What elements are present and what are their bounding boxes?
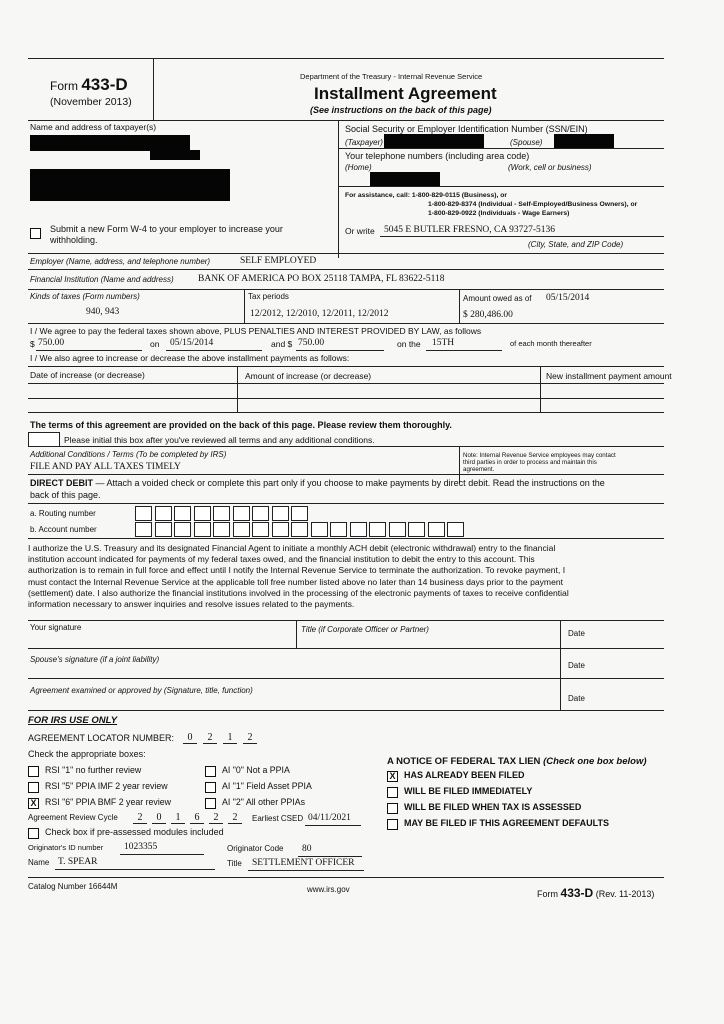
account-digit-box[interactable] <box>272 522 289 537</box>
irs-use-heading: FOR IRS USE ONLY <box>28 715 118 726</box>
first-payment-date: 05/15/2014 <box>170 338 214 348</box>
option-checkbox[interactable] <box>387 787 398 798</box>
account-digit-box[interactable] <box>233 522 250 537</box>
and-label: and $ <box>271 339 293 349</box>
account-digit-box[interactable] <box>428 522 445 537</box>
w4-checkbox[interactable] <box>30 228 41 239</box>
redacted-ssn <box>384 134 484 148</box>
assistance-line1: For assistance, call: 1-800-829-0115 (Business), or <box>345 192 508 199</box>
irs-title-value: SETTLEMENT OFFICER <box>252 858 355 868</box>
account-label: b. Account number <box>30 525 97 534</box>
authorization-line: I authorize the U.S. Treasury and its designated Financial Agent to initiate a monthly ACH debit (electronic withdrawal) entry to the financial <box>28 543 556 553</box>
originator-code-value: 80 <box>302 844 312 854</box>
account-digit-box[interactable] <box>350 522 367 537</box>
w4-text-line1: Submit a new Form W-4 to your employer to increase your <box>50 224 283 234</box>
account-digit-box[interactable] <box>369 522 386 537</box>
periods-value: 12/2012, 12/2010, 12/2011, 12/2012 <box>250 309 389 319</box>
payment-day: 15TH <box>432 338 455 348</box>
name-label: Name <box>28 858 50 867</box>
csed-value: 04/11/2021 <box>308 813 351 823</box>
amount-label: Amount owed as of <box>463 294 532 303</box>
originator-id-label: Originator's ID number <box>28 843 104 852</box>
additional-conditions-label: Additional Conditions / Terms (To be completed by IRS) <box>30 450 227 459</box>
originator-id-value: 1023355 <box>124 842 158 852</box>
col-amount-increase: Amount of increase (or decrease) <box>245 371 372 381</box>
name-address-label: Name and address of taxpayer(s) <box>30 122 157 132</box>
dollar-sign: $ <box>30 339 35 349</box>
option-checkbox[interactable]: X <box>28 798 39 809</box>
locator-label: AGREEMENT LOCATOR NUMBER: <box>28 733 175 743</box>
authorization-line: (settlement) date. I also authorize the financial institutions involved in the processing of the electronic payments of taxes to receive confidential <box>28 587 569 598</box>
spouse-ssn-label: (Spouse) <box>510 138 543 147</box>
financial-label: Financial Institution (Name and address) <box>30 275 174 284</box>
routing-digit-box[interactable] <box>135 506 152 521</box>
amount-date: 05/15/2014 <box>546 293 590 303</box>
or-write-label: Or write <box>345 226 375 236</box>
form-date: (November 2013) <box>50 96 132 108</box>
review-cycle-digit: 2 <box>209 812 223 824</box>
form-subtitle: (See instructions on the back of this page) <box>310 105 492 115</box>
date-label-2: Date <box>568 661 585 670</box>
write-address: 5045 E BUTLER FRESNO, CA 93727-5136 <box>384 225 556 235</box>
name-value: T. SPEAR <box>58 857 98 867</box>
terms-bold-text: The terms of this agreement are provided on the back of this page. Please review them thoroughly. <box>30 420 452 430</box>
routing-digit-box[interactable] <box>233 506 250 521</box>
review-cycle-digit: 6 <box>190 812 204 824</box>
initial-text: Please initial this box after you've reviewed all terms and any additional conditions. <box>64 435 375 445</box>
account-digit-box[interactable] <box>291 522 308 537</box>
routing-digit-box[interactable] <box>272 506 289 521</box>
option-label: RSI "6" PPIA BMF 2 year review <box>45 797 172 807</box>
account-digit-box[interactable] <box>311 522 328 537</box>
originator-code-label: Originator Code <box>227 844 284 853</box>
kinds-value: 940, 943 <box>86 307 120 317</box>
direct-debit-text: DIRECT DEBIT — Attach a voided check or complete this part only if you choose to make payments by direct debit. Read the instructions on the <box>30 478 605 488</box>
review-cycle-label: Agreement Review Cycle <box>28 813 118 822</box>
home-phone-label: (Home) <box>345 163 372 172</box>
assistance-line2: 1-800-829-8374 (Individual - Self-Employed/Business Owners), or <box>428 201 638 208</box>
option-checkbox[interactable] <box>387 803 398 814</box>
city-state-label: (City, State, and ZIP Code) <box>528 240 624 249</box>
account-digit-box[interactable] <box>155 522 172 537</box>
agree-text: I / We agree to pay the federal taxes shown above, PLUS PENALTIES AND INTEREST PROVIDED BY LAW, as follows <box>30 326 482 336</box>
option-label: WILL BE FILED WHEN TAX IS ASSESSED <box>404 802 582 812</box>
form-label: Form 433-D <box>50 75 128 94</box>
note-line1: Note: Internal Revenue Service employees may contact <box>463 452 616 459</box>
option-label: HAS ALREADY BEEN FILED <box>404 770 525 780</box>
increase-text: I / We also agree to increase or decrease the above installment payments as follows: <box>30 353 350 363</box>
footer-form: Form 433-D (Rev. 11-2013) <box>537 886 655 900</box>
website: www.irs.gov <box>307 885 350 894</box>
account-digit-box[interactable] <box>447 522 464 537</box>
locator-digit: 0 <box>183 732 197 744</box>
employer-value: SELF EMPLOYED <box>240 256 317 266</box>
date-label-3: Date <box>568 694 585 703</box>
account-digit-box[interactable] <box>408 522 425 537</box>
on-the-label: on the <box>397 339 421 349</box>
form-number: 433-D <box>81 75 128 94</box>
irs-title-label: Title <box>227 859 242 868</box>
option-checkbox[interactable] <box>28 766 39 777</box>
option-checkbox[interactable]: X <box>387 771 398 782</box>
redacted-address-2 <box>30 189 230 201</box>
option-checkbox[interactable] <box>28 782 39 793</box>
spouse-signature-label: Spouse's signature (if a joint liability) <box>30 655 160 664</box>
work-phone-label: (Work, cell or business) <box>508 163 592 172</box>
option-label: RSI "5" PPIA IMF 2 year review <box>45 781 168 791</box>
form-title: Installment Agreement <box>314 84 497 103</box>
redacted-address <box>30 169 230 189</box>
redacted-name-2 <box>150 150 200 160</box>
routing-digit-box[interactable] <box>174 506 191 521</box>
option-label: AI "1" Field Asset PPIA <box>222 781 312 791</box>
routing-label: a. Routing number <box>30 509 96 518</box>
account-digit-box[interactable] <box>213 522 230 537</box>
routing-digit-box[interactable] <box>291 506 308 521</box>
direct-debit-heading: DIRECT DEBIT <box>30 478 93 488</box>
account-digit-box[interactable] <box>330 522 347 537</box>
review-cycle-digit: 2 <box>133 812 147 824</box>
authorization-line: information necessary to answer inquiries and resolve issues related to the payments. <box>28 599 355 609</box>
periods-label: Tax periods <box>248 292 289 301</box>
authorization-line: must contact the Internal Revenue Service at the applicable toll free number listed above no later than 14 business days prior to the payment <box>28 576 564 587</box>
routing-digit-box[interactable] <box>194 506 211 521</box>
routing-digit-box[interactable] <box>213 506 230 521</box>
account-digit-box[interactable] <box>174 522 191 537</box>
employer-label: Employer (Name, address, and telephone number) <box>30 257 211 266</box>
amount-value: $ 280,486.00 <box>463 310 513 320</box>
ssn-label: Social Security or Employer Identification Number (SSN/EIN) <box>345 124 588 134</box>
routing-digit-box[interactable] <box>252 506 269 521</box>
option-checkbox[interactable] <box>205 798 216 809</box>
direct-debit-text-line2: back of this page. <box>30 490 101 500</box>
option-label: AI "2" All other PPIAs <box>222 797 306 807</box>
assistance-line3: 1-800-829-0922 (Individuals - Wage Earners) <box>428 210 570 217</box>
monthly-amount: 750.00 <box>298 338 325 348</box>
locator-digit: 2 <box>203 732 217 744</box>
note-line2: third parties in order to process and maintain this <box>463 459 597 466</box>
option-label: MAY BE FILED IF THIS AGREEMENT DEFAULTS <box>404 818 610 828</box>
option-checkbox[interactable] <box>387 819 398 830</box>
redacted-name <box>30 135 190 151</box>
locator-digit: 1 <box>223 732 237 744</box>
review-cycle-digit: 1 <box>171 812 185 824</box>
additional-conditions-value: FILE AND PAY ALL TAXES TIMELY <box>30 462 181 472</box>
option-checkbox[interactable] <box>205 766 216 777</box>
check-label: Check the appropriate boxes: <box>28 749 146 759</box>
account-digit-box[interactable] <box>135 522 152 537</box>
account-digit-box[interactable] <box>194 522 211 537</box>
financial-value: BANK OF AMERICA PO BOX 25118 TAMPA, FL 83622-5118 <box>198 274 445 284</box>
locator-digit: 2 <box>243 732 257 744</box>
authorization-line: institution account indicated for payments of my federal taxes owed, and the financial institution to debit the entry to this account. This <box>28 554 535 565</box>
each-month-label: of each month thereafter <box>510 339 592 348</box>
w4-text-line2: withholding. <box>50 235 98 245</box>
account-digit-box[interactable] <box>389 522 406 537</box>
option-checkbox[interactable] <box>205 782 216 793</box>
phone-label: Your telephone numbers (including area code) <box>345 151 530 161</box>
option-label: AI "0" Not a PPIA <box>222 765 290 775</box>
date-label-1: Date <box>568 629 585 638</box>
lien-heading: A NOTICE OF FEDERAL TAX LIEN (Check one box below) <box>387 756 647 767</box>
option-label: RSI "1" no further review <box>45 765 142 775</box>
redacted-phone <box>370 172 440 186</box>
preassessed-label: Check box if pre-assessed modules included <box>45 827 224 837</box>
review-cycle-digit: 0 <box>152 812 166 824</box>
initial-box[interactable] <box>28 432 60 447</box>
routing-digit-box[interactable] <box>155 506 172 521</box>
authorization-line: authorization is to remain in full force and effect until I notify the Internal Revenue Service to terminate the authorization. To revoke payment, I <box>28 565 566 576</box>
col-date-increase: Date of increase (or decrease) <box>30 370 145 380</box>
note-line3: agreement. <box>463 466 495 473</box>
csed-label: Earliest CSED <box>252 814 304 823</box>
col-new-amount: New installment payment amount <box>546 371 672 381</box>
account-digit-box[interactable] <box>252 522 269 537</box>
taxpayer-ssn-label: (Taxpayer) <box>345 138 383 147</box>
kinds-label: Kinds of taxes (Form numbers) <box>30 292 140 301</box>
preassessed-checkbox[interactable] <box>28 828 39 839</box>
department: Department of the Treasury - Internal Revenue Service <box>300 72 483 81</box>
officer-title-label: Title (if Corporate Officer or Partner) <box>301 625 429 634</box>
your-signature-label: Your signature <box>30 623 82 632</box>
review-cycle-digit: 2 <box>228 812 242 824</box>
first-payment-amount: 750.00 <box>38 338 65 348</box>
catalog-number: Catalog Number 16644M <box>28 882 118 891</box>
on-label: on <box>150 339 160 349</box>
option-label: WILL BE FILED IMMEDIATELY <box>404 786 533 796</box>
examined-label: Agreement examined or approved by (Signature, title, function) <box>30 686 253 695</box>
redacted-spouse-ssn <box>554 134 614 148</box>
